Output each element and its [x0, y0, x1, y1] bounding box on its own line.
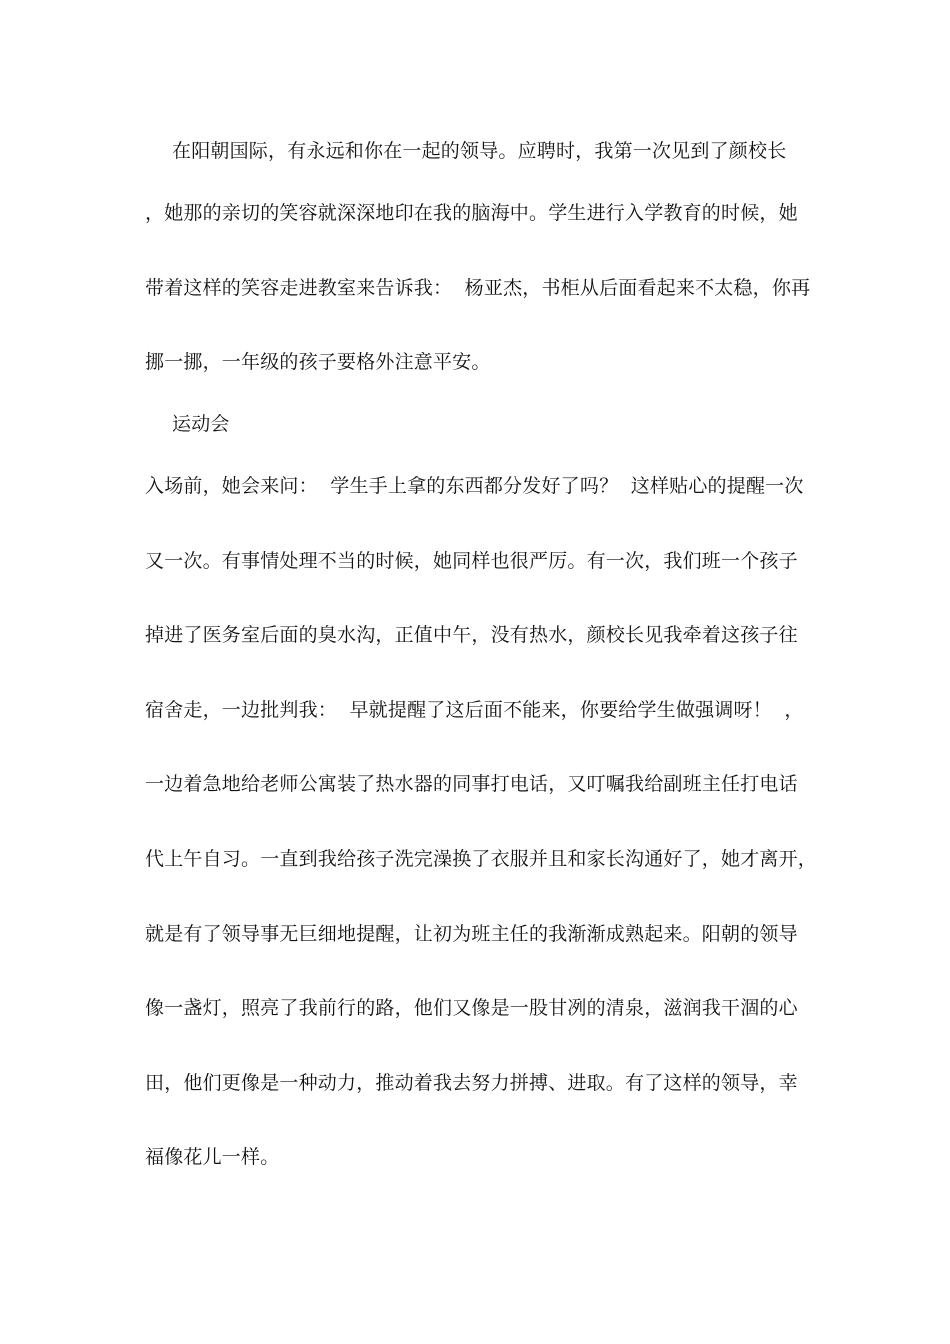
paragraph-line-7: 掉进了医务室后面的臭水沟，正值中午，没有热水，颜校长见我牵着这孩子往 [145, 624, 798, 646]
paragraph-line-14: 福像花儿一样。 [145, 1146, 280, 1168]
paragraph-line-4: 挪一挪，一年级的孩子要格外注意平安。 [145, 351, 491, 373]
paragraph-line-12: 像一盏灯，照亮了我前行的路，他们又像是一股甘冽的清泉，滋润我干涸的心 [145, 997, 798, 1019]
paragraph-line-6: 又一次。有事情处理不当的时候，她同样也很严厉。有一次，我们班一个孩子 [145, 550, 798, 572]
paragraph-line-8: 宿舍走，一边批判我： 早就提醒了这后面不能来，你要给学生做强调呀！ ， [145, 699, 804, 721]
paragraph-line-1: 在阳朝国际，有永远和你在一起的领导。应聘时，我第一次见到了颜校长 [172, 140, 787, 162]
paragraph-line-5: 入场前，她会来问： 学生手上拿的东西都分发好了吗？ 这样贴心的提醒一次 [145, 475, 804, 497]
section-heading: 运动会 [172, 413, 230, 435]
paragraph-line-2: ，她那的亲切的笑容就深深地印在我的脑海中。学生进行入学教育的时候，她 [145, 202, 798, 224]
paragraph-line-13: 田，他们更像是一种动力，推动着我去努力拼搏、进取。有了这样的领导，幸 [145, 1072, 798, 1094]
paragraph-line-3: 带着这样的笑容走进教室来告诉我： 杨亚杰，书柜从后面看起来不太稳，你再 [145, 277, 811, 299]
paragraph-line-9: 一边着急地给老师公寓装了热水器的同事打电话，又叮嘱我给副班主任打电话 [145, 773, 798, 795]
paragraph-line-11: 就是有了领导事无巨细地提醒，让初为班主任的我渐渐成熟起来。阳朝的领导 [145, 923, 798, 945]
paragraph-line-10: 代上午自习。一直到我给孩子洗完澡换了衣服并且和家长沟通好了，她才离开， [145, 848, 818, 870]
